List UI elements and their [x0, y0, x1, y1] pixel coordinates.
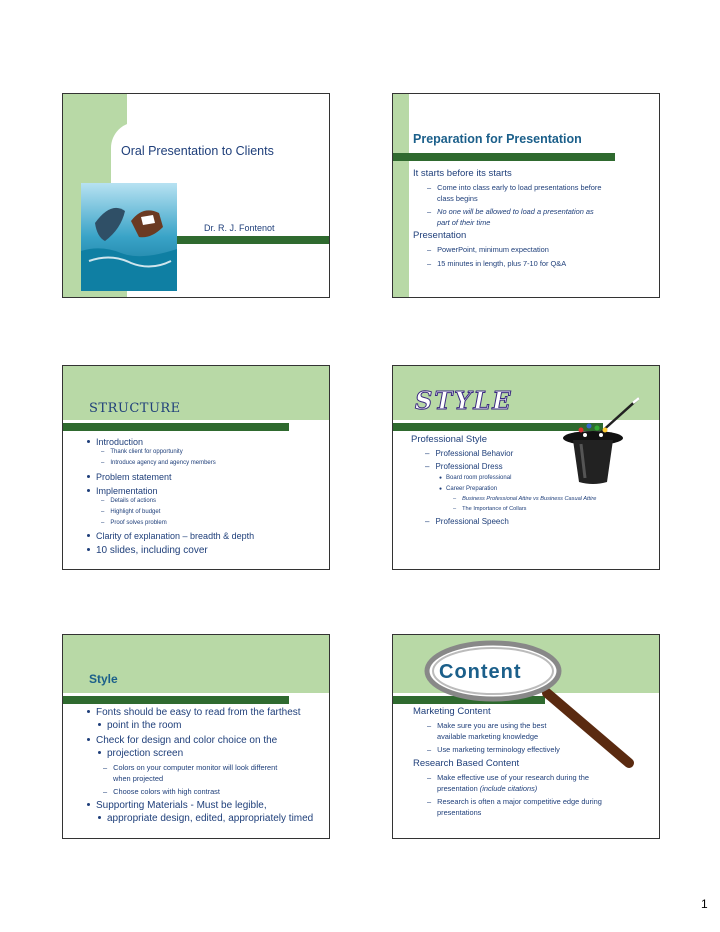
list-item: class begins [437, 194, 478, 203]
list-item: – 15 minutes in length, plus 7-10 for Q&A [427, 259, 566, 268]
title-bar [393, 153, 615, 161]
list-item: – Highlight of budget [101, 509, 160, 515]
list-item: – Make sure you are using the best [427, 721, 546, 730]
list-item: – Colors on your computer monitor will look different [103, 763, 277, 772]
slide-title: Oral Presentation to Clients [121, 144, 274, 158]
slide-2 [392, 93, 660, 298]
slide-5 [62, 634, 330, 839]
list-item: appropriate design, edited, appropriately timed [98, 813, 313, 824]
slide-decor [393, 94, 409, 297]
title-bar [63, 696, 289, 704]
list-item: projection screen [98, 748, 183, 759]
slide-1 [62, 93, 330, 298]
list-item: ● Board room professional [439, 475, 511, 481]
page-number: 1 [701, 897, 708, 911]
list-item: Check for design and color choice on the [87, 735, 277, 746]
list-item: – Professional Speech [425, 517, 509, 526]
list-item: when projected [113, 774, 164, 783]
list-item: – Come into class early to load presentations before [427, 183, 601, 192]
list-item: Supporting Materials - Must be legible, [87, 800, 267, 811]
list-item: It starts before its starts [413, 168, 512, 179]
list-item: – The Importance of Collars [453, 506, 526, 512]
slide-title: Style [89, 672, 118, 686]
list-item [437, 784, 537, 793]
slide-title: STYLE [415, 386, 513, 415]
author: Dr. R. J. Fontenot [204, 223, 275, 233]
list-item: point in the room [98, 720, 182, 731]
list-item: Implementation [87, 486, 158, 496]
list-item-emphasis: (include citations) [479, 784, 538, 793]
magic-hat-icon [559, 394, 643, 486]
list-item: 10 slides, including cover [87, 545, 208, 556]
list-item-text: presentation [437, 784, 478, 793]
list-item: – Professional Dress [425, 462, 503, 471]
slide-title: STRUCTURE [89, 401, 181, 416]
list-item: Fonts should be easy to read from the farthest [87, 707, 301, 718]
list-item: – PowerPoint, minimum expectation [427, 245, 549, 254]
list-item: Presentation [413, 230, 467, 241]
list-item: Research Based Content [413, 758, 520, 769]
list-item: – Proof solves problem [101, 520, 167, 526]
list-item: part of their time [437, 218, 491, 227]
list-item: – Details of actions [101, 498, 156, 504]
list-item: – Use marketing terminology effectively [427, 745, 560, 754]
slide-4 [392, 365, 660, 570]
list-item: – Professional Behavior [425, 449, 513, 458]
list-item: available marketing knowledge [437, 732, 539, 741]
list-item: – No one will be allowed to load a presentation as [427, 207, 594, 216]
list-item: – Research is often a major competitive edge during [427, 797, 602, 806]
list-item: Clarity of explanation – breadth & depth [87, 531, 254, 541]
slide-title: Preparation for Presentation [413, 132, 582, 146]
list-item: Problem statement [87, 472, 172, 482]
list-item: – Choose colors with high contrast [103, 787, 220, 796]
list-item: presentations [437, 808, 482, 817]
list-item: Marketing Content [413, 706, 491, 717]
list-item: ● Career Preparation [439, 486, 497, 492]
list-item: – Thank client for opportunity [101, 449, 183, 455]
list-item: – Business Professional Attire vs Business Casual Attire [453, 496, 596, 502]
dolphin-cow-ocean-image [81, 183, 177, 291]
list-item: Introduction [87, 437, 143, 447]
slide-6 [392, 634, 660, 839]
list-item: – Make effective use of your research during the [427, 773, 589, 782]
title-bar [63, 423, 289, 431]
list-item: Professional Style [411, 434, 488, 445]
slide-3 [62, 365, 330, 570]
list-item: – Introduce agency and agency members [101, 460, 216, 466]
slide-title: Content [439, 661, 522, 683]
